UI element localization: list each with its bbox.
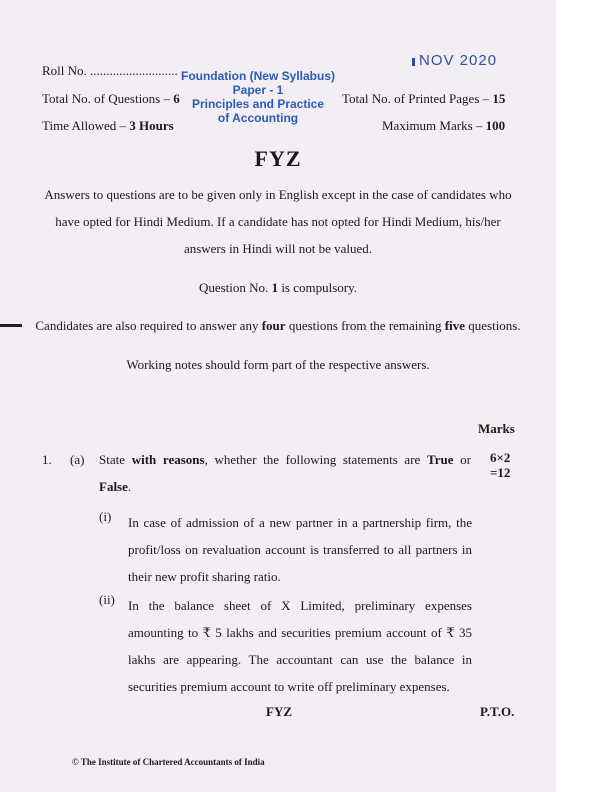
compulsory-line bbox=[0, 280, 556, 296]
question-part: (a) bbox=[70, 452, 85, 467]
roll-no-dots: ........................... bbox=[90, 63, 178, 78]
stem-pre: State bbox=[99, 452, 125, 467]
item-ii-label: (ii) bbox=[99, 592, 115, 607]
stem-true: True bbox=[427, 452, 454, 467]
working-notes-line: Working notes should form part of the respective answers. bbox=[126, 357, 430, 372]
item-i-line-3: their new profit sharing ratio. bbox=[128, 569, 281, 584]
stamp-mark-icon bbox=[412, 58, 415, 66]
item-i-text bbox=[128, 509, 472, 590]
paper-code-title: FYZ bbox=[254, 146, 302, 171]
stem-or: or bbox=[460, 452, 472, 467]
time-allowed-line bbox=[42, 118, 174, 134]
roll-no-label: Roll No. bbox=[42, 63, 87, 78]
stem-false: False bbox=[99, 479, 128, 494]
choice-line bbox=[0, 318, 556, 334]
item-ii-line-1: In the balance sheet of X Limited, preliminary expenses bbox=[128, 598, 472, 613]
compulsory-post: is compulsory. bbox=[281, 280, 358, 295]
item-ii-line-2: amounting to ₹ 5 lakhs and securities premium account of ₹ 35 bbox=[128, 625, 472, 640]
overlay-line-3: Principles and Practice bbox=[191, 97, 325, 111]
question-stem-line-1 bbox=[99, 452, 471, 468]
stamp-text: NOV 2020 bbox=[419, 52, 498, 69]
footer-code bbox=[266, 704, 292, 720]
total-questions-label: Total No. of Questions – bbox=[42, 91, 170, 106]
marks-line-2: =12 bbox=[490, 465, 511, 480]
choice-mid: questions from the remaining bbox=[288, 318, 442, 333]
total-questions-value: 6 bbox=[173, 91, 180, 106]
max-marks-line bbox=[382, 118, 505, 134]
item-ii-text bbox=[128, 592, 472, 700]
stem-with-reasons: with reasons bbox=[131, 452, 205, 467]
printed-pages-label: Total No. of Printed Pages – bbox=[342, 91, 490, 106]
date-stamp bbox=[412, 52, 497, 69]
time-allowed-value: 3 Hours bbox=[129, 118, 174, 133]
item-ii-line-4: securities premium account to write off preliminary expenses. bbox=[128, 679, 450, 694]
item-i-line-2: profit/loss on revaluation account is transferred to all partners in bbox=[128, 542, 472, 557]
choice-post: questions. bbox=[468, 318, 521, 333]
item-ii-line-3: lakhs are appearing. The accountant can use the balance in bbox=[128, 652, 472, 667]
total-questions-line bbox=[42, 91, 180, 107]
max-marks-label: Maximum Marks – bbox=[382, 118, 483, 133]
instruction-line-2: have opted for Hindi Medium. If a candidate has not opted for Hindi Medium, his/her bbox=[55, 214, 501, 229]
footer-code-text: FYZ bbox=[266, 704, 292, 719]
marks-line-1: 6×2 bbox=[490, 450, 511, 465]
stem-end: . bbox=[127, 479, 132, 494]
overlay-line-4: of Accounting bbox=[217, 111, 299, 125]
max-marks-value: 100 bbox=[485, 118, 506, 133]
marks-heading-text: Marks bbox=[478, 421, 515, 436]
question-stem bbox=[99, 452, 471, 495]
question-stem-line-2 bbox=[99, 479, 471, 495]
choice-pre: Candidates are also required to answer any bbox=[35, 318, 259, 333]
item-i-label: (i) bbox=[99, 509, 112, 524]
overlay-line-2: Paper - 1 bbox=[232, 83, 284, 97]
instruction-line-3: answers in Hindi will not be valued. bbox=[183, 241, 373, 256]
choice-bold-five: five bbox=[444, 318, 465, 333]
item-i-line-1: In case of admission of a new partner in a partnership firm, the bbox=[128, 515, 472, 530]
printed-pages-value: 15 bbox=[492, 91, 506, 106]
compulsory-pre: Question No. bbox=[198, 280, 269, 295]
overlay-line-1: Foundation (New Syllabus) bbox=[180, 69, 335, 83]
printed-pages-line bbox=[342, 91, 505, 107]
question-number: 1. bbox=[42, 452, 52, 467]
choice-bold-four: four bbox=[261, 318, 286, 333]
footer-pto bbox=[480, 704, 514, 720]
stem-mid: , whether the following statements are bbox=[204, 452, 421, 467]
time-allowed-label: Time Allowed – bbox=[42, 118, 127, 133]
question-marks bbox=[490, 450, 510, 480]
footer-pto-text: P.T.O. bbox=[480, 704, 515, 719]
compulsory-num: 1 bbox=[271, 280, 279, 295]
paper-overlay-label bbox=[168, 69, 348, 125]
copyright-line: © The Institute of Chartered Accountants of India bbox=[72, 757, 265, 767]
scan-edge bbox=[556, 0, 612, 792]
roll-no-line bbox=[42, 63, 178, 79]
marks-heading bbox=[478, 421, 515, 437]
instruction-line-1: Answers to questions are to be given only in English except in the case of candidates who bbox=[44, 187, 512, 202]
